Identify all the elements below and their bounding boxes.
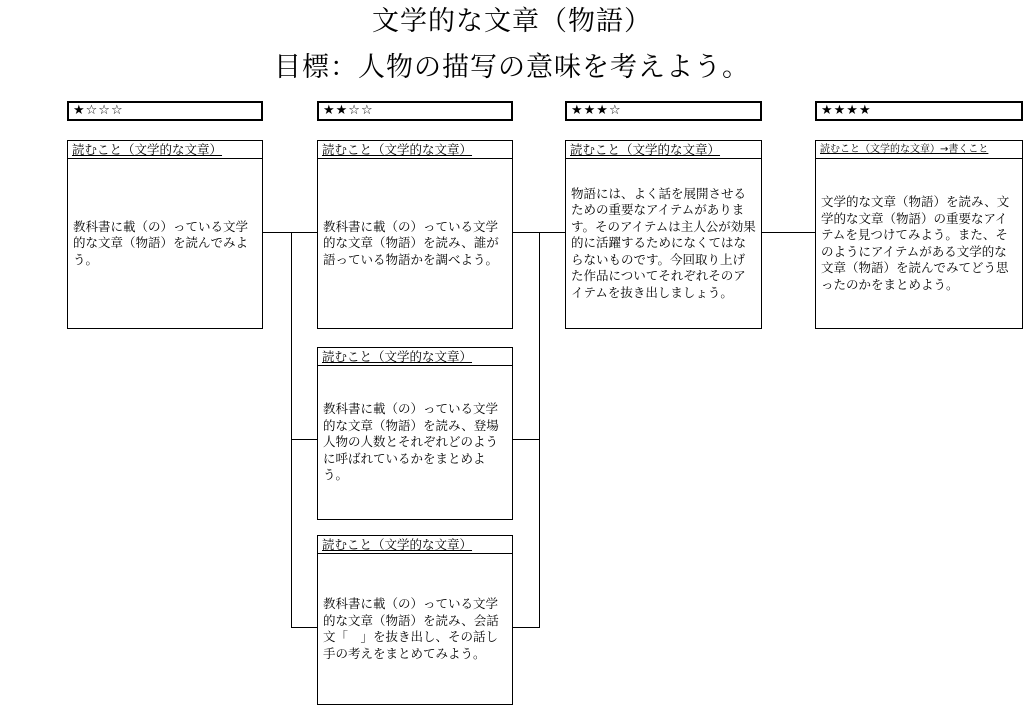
card-heading: 読むこと（文学的な文章） [318,348,512,366]
card-heading: 読むこと（文学的な文章） [68,141,262,159]
page-title: 文学的な文章（物語） [372,6,652,37]
level-3-bar: ★★★☆ [565,101,762,121]
card-text: 教科書に載（の）っている文学的な文章（物語）を読んでみよう。 [73,218,249,267]
card-heading: 読むこと（文学的な文章） [566,141,761,159]
card-text: 文学的な文章（物語）を読み、文学的な文章（物語）の重要なアイテムを見つけてみよう。また、そのようにアイテムがある文学的な文章（物語）を読んでみてどう思ったのかをまとめよう。 [821,194,1010,292]
card-text: 教科書に載（の）っている文学的な文章（物語）を読み、会話文「 」を抜き出し、その話し手の考えをまとめてみよう。 [323,596,499,661]
card-level3 [565,140,762,329]
card-text: 物語には、よく話を展開させるための重要なアイテムがあります。そのアイテムは主人公が効果的に活躍するためになくてはならないものです。今回取り上げた作品についてそれぞれそのアイテムを抜き出しましょう。 [571,185,756,300]
level-4-bar: ★★★★ [815,101,1023,121]
card-heading: 読むこと（文学的な文章） [318,536,512,554]
level-1-bar: ★☆☆☆ [67,101,263,121]
level-2-bar: ★★☆☆ [317,101,513,121]
card-text: 教科書に載（の）っている文学的な文章（物語）を読み、登場人物の人数とそれぞれどのように呼ばれているかをまとめよう。 [323,401,499,483]
card-heading: 読むこと（文学的な文章） [318,141,512,159]
card-level1 [67,140,263,329]
goal-text: 目標：人物の描写の意味を考えよう。 [274,52,750,83]
card-text: 教科書に載（の）っている文学的な文章（物語）を読み、誰が語っている物語かを調べよう。 [323,218,499,267]
card-level4 [815,140,1023,329]
card-level2-b [317,347,513,520]
card-level2-c [317,535,513,705]
card-level2-a [317,140,513,329]
card-heading: 読むこと（文学的な文章）→書くこと [816,141,1022,159]
